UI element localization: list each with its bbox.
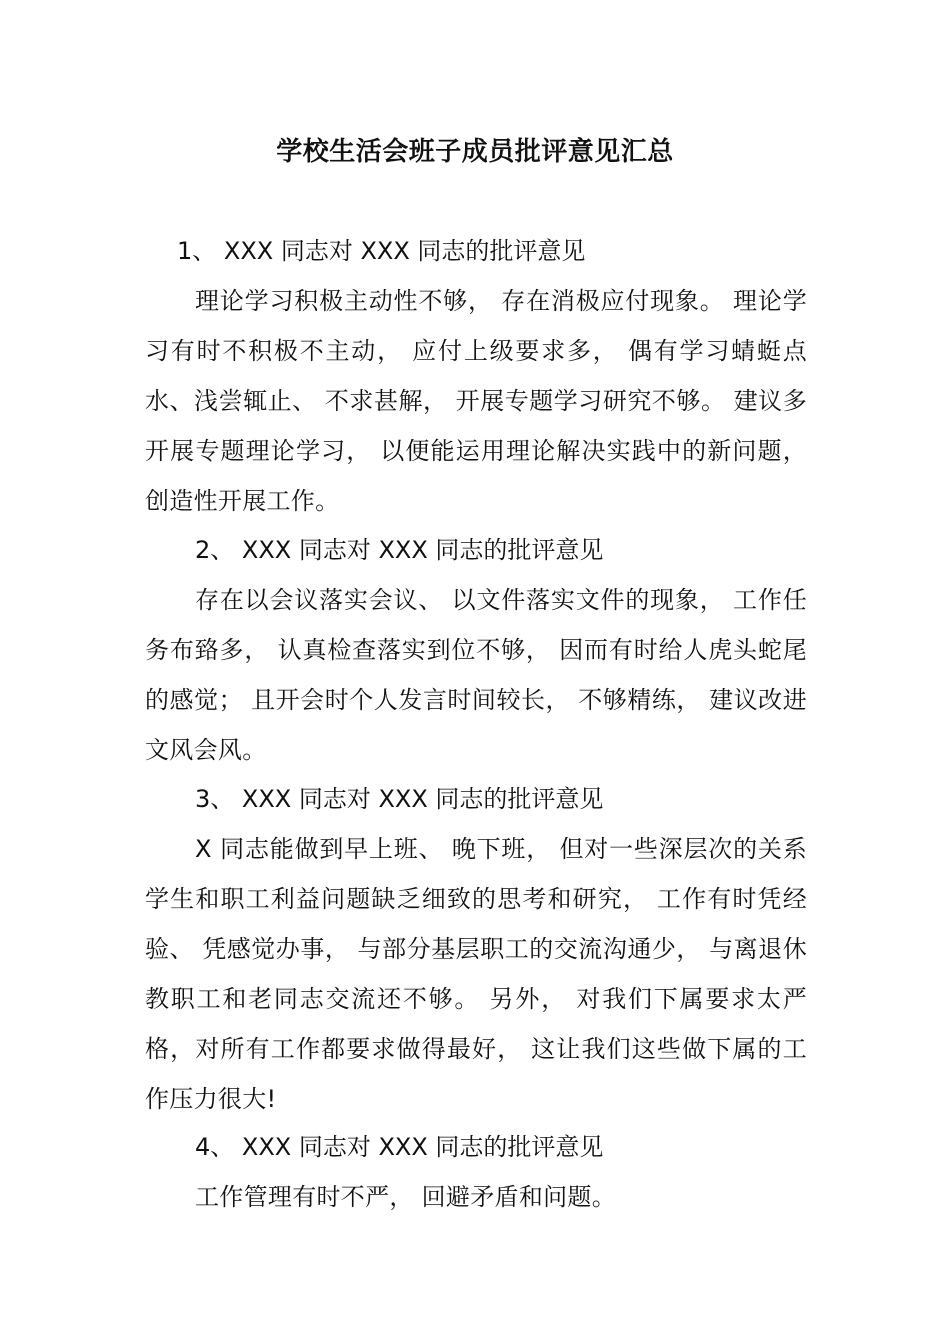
section-1-body: 理论学习积极主动性不够， 存在消极应付现象。 理论学习有时不积极不主动， 应付上级要求多， 偶有学习蜻蜓点水、浅尝辄止、 不求甚解， 开展专题学习研究不够。 建议多开展专题理论学习， 以便能运用理论解决实践中的新问题， 创造性开展工作。 xyxy=(145,287,807,515)
section-4-heading: 4、 XXX 同志对 XXX 同志的批评意见 xyxy=(195,1133,604,1161)
section-1-heading: 1、 XXX 同志对 XXX 同志的批评意见 xyxy=(177,237,586,265)
section-3-body: X 同志能做到早上班、 晚下班， 但对一些深层次的关系学生和职工利益问题缺乏细致的思考和研究， 工作有时凭经验、 凭感觉办事， 与部分基层职工的交流沟通少， 与离退休教职工和老同志交流还不够。 另外， 对我们下属要求太严格，对所有工作都要求做得最好， 这让我们这些做下属的工作压力很大! xyxy=(145,835,807,1113)
section-3-heading: 3、 XXX 同志对 XXX 同志的批评意见 xyxy=(195,785,604,813)
section-4-body: 工作管理有时不严， 回避矛盾和问题。 xyxy=(195,1183,617,1211)
section-2-body: 存在以会议落实会议、 以文件落实文件的现象， 工作任务布臵多， 认真检查落实到位不够， 因而有时给人虎头蛇尾的感觉； 且开会时个人发言时间较长， 不够精练， 建议改进文风会风。 xyxy=(145,586,807,764)
page-title: 学校生活会班子成员批评意见汇总 xyxy=(276,137,674,167)
section-2-heading: 2、 XXX 同志对 XXX 同志的批评意见 xyxy=(195,536,604,564)
